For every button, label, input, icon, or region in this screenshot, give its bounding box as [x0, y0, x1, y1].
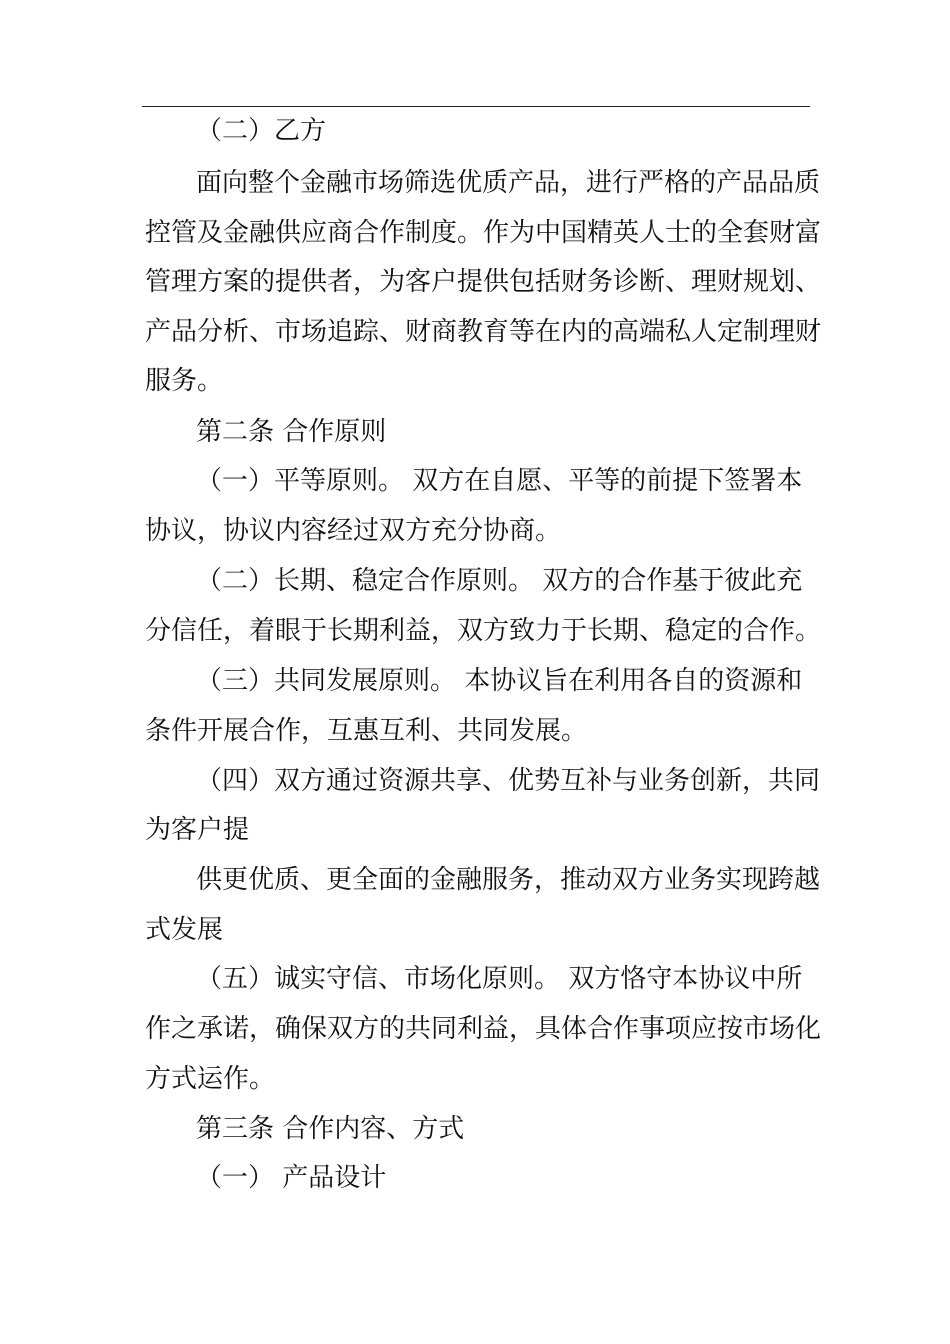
- paragraph-line: 方式运作。: [145, 1064, 276, 1094]
- header-rule: [142, 106, 810, 107]
- paragraph-line: （二）长期、稳定合作原则。 双方的合作基于彼此充: [196, 566, 803, 596]
- section-heading-party-b: （二）乙方: [196, 116, 327, 146]
- paragraph-line: （五）诚实守信、市场化原则。 双方恪守本协议中所: [196, 964, 803, 994]
- paragraph-line: 分信任，着眼于长期利益，双方致力于长期、稳定的合作。: [145, 616, 822, 646]
- article-heading-2: 第二条 合作原则: [196, 417, 387, 447]
- paragraph-line: 式发展: [145, 915, 224, 945]
- paragraph-line: （四）双方通过资源共享、优势互补与业务创新，共同: [196, 766, 821, 796]
- paragraph-line: 服务。: [145, 366, 224, 396]
- paragraph-line: 供更优质、更全面的金融服务，推动双方业务实现跨越: [196, 865, 821, 895]
- article-heading-3: 第三条 合作内容、方式: [196, 1114, 465, 1144]
- paragraph-line: （一）平等原则。 双方在自愿、平等的前提下签署本: [196, 466, 803, 496]
- paragraph-line: 管理方案的提供者，为客户提供包括财务诊断、理财规划、: [145, 267, 822, 297]
- paragraph-line: 面向整个金融市场筛选优质产品，进行严格的产品品质: [196, 168, 821, 198]
- paragraph-line: 作之承诺，确保双方的共同利益，具体合作事项应按市场化: [145, 1014, 822, 1044]
- paragraph-line: （三）共同发展原则。 本协议旨在利用各自的资源和: [196, 666, 803, 696]
- paragraph-line: 控管及金融供应商合作制度。作为中国精英人士的全套财富: [145, 218, 822, 248]
- paragraph-line: 产品分析、市场追踪、财商教育等在内的高端私人定制理财: [145, 317, 822, 347]
- paragraph-line: 协议，协议内容经过双方充分协商。: [145, 516, 562, 546]
- paragraph-line: 为客户提: [145, 815, 250, 845]
- paragraph-line: 条件开展合作，互惠互利、共同发展。: [145, 716, 588, 746]
- subsection-heading-product-design: （一） 产品设计: [196, 1163, 387, 1193]
